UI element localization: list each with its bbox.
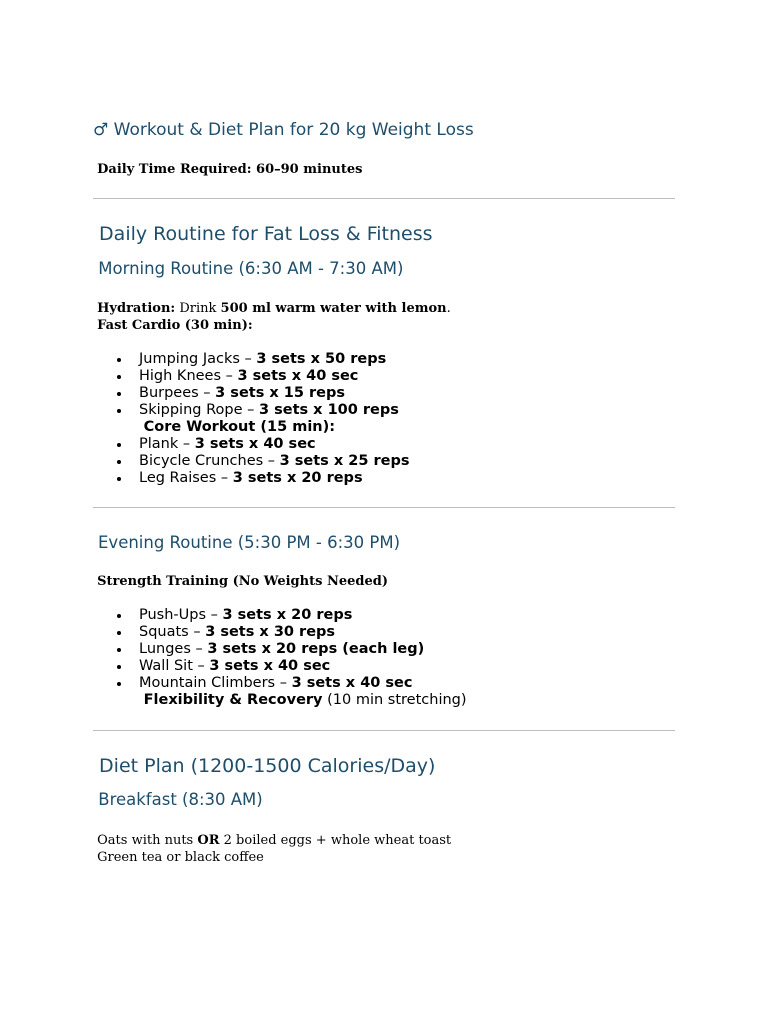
hydration-text-pre: Drink [175,301,221,316]
separator: – [216,470,233,486]
separator: – [275,675,292,691]
separator: – [178,436,195,452]
list-item [139,453,409,470]
exercise-detail: 3 sets x 20 reps [232,470,363,486]
list-item [139,641,467,658]
evening-routine-heading-text: Evening Routine (5:30 PM - 6:30 PM) [98,533,401,552]
exercise-name: Push-Ups [139,607,207,623]
exercise-detail: 3 sets x 40 sec [237,368,359,384]
male-sign-icon: ♂ [93,120,109,140]
breakfast-line-2 [93,849,264,866]
exercise-detail: 3 sets x 25 reps [279,453,410,469]
flexibility-label: Flexibility & Recovery [143,692,323,708]
hydration-amount: 500 ml warm water with lemon [220,301,447,316]
list-item [139,436,409,453]
breakfast-line-1-post: 2 boiled eggs + whole wheat toast [219,833,452,848]
strength-training-label: Strength Training (No Weights Needed) [97,574,388,589]
exercise-name: Bicycle Crunches [139,453,264,469]
breakfast-line-1-pre: Oats with nuts [97,833,198,848]
separator: – [190,641,208,657]
daily-routine-heading [93,223,433,245]
exercise-detail: 3 sets x 40 sec [209,658,331,674]
morning-exercise-list [93,351,409,487]
separator: – [192,658,210,674]
list-item [139,675,467,692]
list-item [139,385,409,402]
exercise-name: Lunges [139,641,191,657]
list-item [139,470,409,487]
exercise-detail: 3 sets x 15 reps [215,385,346,401]
divider [93,730,675,731]
exercise-detail: 3 sets x 30 reps [205,624,336,640]
exercise-detail: 3 sets x 40 sec [194,436,316,452]
exercise-name: Plank [139,436,179,452]
morning-routine-heading [93,259,403,278]
separator: – [188,624,206,640]
breakfast-line-2-text: Green tea or black coffee [97,850,264,865]
list-item [139,607,467,624]
diet-plan-heading-text: Diet Plan (1200-1500 Calories/Day) [99,755,436,777]
core-workout-label [139,419,409,436]
core-workout-text: Core Workout (15 min): [143,419,336,435]
cardio-label: Fast Cardio (30 min): [97,318,253,333]
separator: – [206,607,223,623]
daily-time-line [93,161,362,178]
breakfast-heading [93,790,263,809]
list-item [139,368,409,385]
list-item [139,351,409,368]
divider [93,198,675,199]
breakfast-line-1-or: OR [197,833,220,848]
daily-time-text: Daily Time Required: 60–90 minutes [97,162,363,177]
daily-routine-heading-text: Daily Routine for Fat Loss & Fitness [99,223,433,245]
divider [93,507,675,508]
separator: – [221,368,238,384]
exercise-name: Skipping Rope [139,402,243,418]
exercise-detail: 3 sets x 20 reps [222,607,353,623]
strength-training-line [93,573,388,590]
exercise-detail: 3 sets x 50 reps [256,351,387,367]
exercise-name: High Knees [139,368,222,384]
separator: – [239,351,257,367]
hydration-label: Hydration: [97,301,176,316]
list-item [139,402,409,419]
diet-plan-heading [93,755,435,777]
exercise-name: Burpees [139,385,199,401]
separator: – [263,453,280,469]
separator: – [242,402,259,418]
exercise-name: Mountain Climbers [139,675,276,691]
flexibility-text: (10 min stretching) [322,692,467,708]
cardio-line [93,317,253,334]
breakfast-line-1 [93,832,451,849]
exercise-detail: 3 sets x 40 sec [291,675,413,691]
exercise-name: Jumping Jacks [139,351,240,367]
hydration-text-post: . [446,301,451,316]
list-item [139,658,467,675]
separator: – [198,385,216,401]
document-title-text: Workout & Diet Plan for 20 kg Weight Loss [113,120,474,140]
morning-routine-heading-text: Morning Routine (6:30 AM - 7:30 AM) [98,259,404,278]
exercise-name: Squats [139,624,189,640]
exercise-name: Wall Sit [139,658,193,674]
evening-routine-heading [98,533,400,552]
list-item [139,624,467,641]
document-title [93,120,474,140]
breakfast-heading-text: Breakfast (8:30 AM) [98,790,263,809]
evening-exercise-list [93,607,467,709]
exercise-name: Leg Raises [139,470,217,486]
exercise-detail: 3 sets x 100 reps [258,402,399,418]
hydration-line [93,300,451,317]
exercise-detail: 3 sets x 20 reps (each leg) [207,641,425,657]
flexibility-line [139,692,467,709]
